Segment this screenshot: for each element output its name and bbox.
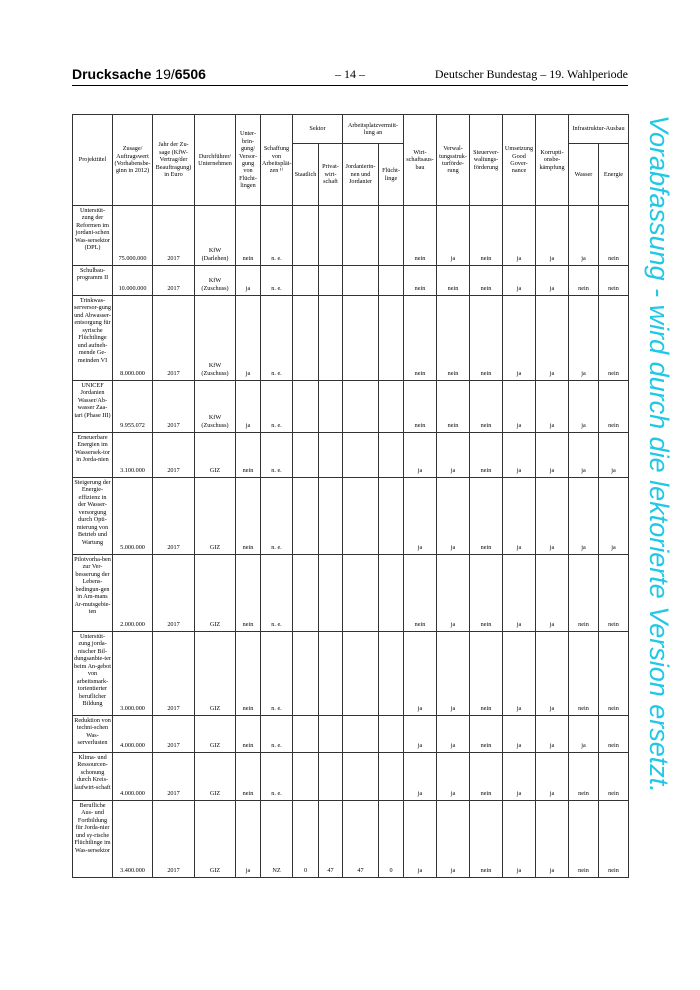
cell-schaff: n. e. (261, 478, 293, 555)
cell-durch: KfW (Zuschuss) (195, 296, 236, 381)
cell-gov: ja (503, 801, 536, 878)
cell-unter: ja (236, 266, 261, 296)
header-sektor: Sektor (293, 115, 343, 144)
table-body (73, 206, 629, 878)
cell-zusage: 3.000.000 (113, 632, 153, 716)
cell-staat (293, 381, 319, 433)
cell-wasser: ja (569, 716, 599, 753)
cell-wasser: nein (569, 555, 599, 632)
cell-staat: 0 (293, 801, 319, 878)
cell-title: Reduktion von techni-schen Was-serverlusten (73, 716, 113, 753)
cell-zusage: 4.000.000 (113, 716, 153, 753)
cell-schaff: n. e. (261, 555, 293, 632)
header-good-governance: Umsetzung Good Gover-nance (503, 115, 536, 206)
cell-wasser: nein (569, 753, 599, 801)
header-schaffung: Schaffung von Arbeitsplät-zen ¹⁾ (261, 115, 293, 206)
cell-jahr: 2017 (153, 801, 195, 878)
cell-korr: ja (536, 801, 569, 878)
cell-unter: nein (236, 555, 261, 632)
document-number-prefix: 19/ (155, 66, 175, 82)
cell-durch: KfW (Zuschuss) (195, 266, 236, 296)
cell-wasser: ja (569, 478, 599, 555)
cell-title: Schulbau-programm II (73, 266, 113, 296)
cell-schaff: n. e. (261, 753, 293, 801)
cell-verw: nein (437, 381, 470, 433)
cell-wirt: ja (404, 753, 437, 801)
header-fluechtlinge: Flücht-linge (379, 144, 404, 206)
cell-staat (293, 206, 319, 266)
cell-verw: ja (437, 632, 470, 716)
cell-gov: ja (503, 632, 536, 716)
cell-unter: nein (236, 716, 261, 753)
cell-staat (293, 716, 319, 753)
table-row (73, 381, 629, 433)
cell-korr: ja (536, 478, 569, 555)
cell-wirt: nein (404, 555, 437, 632)
cell-privat (319, 555, 343, 632)
cell-staat (293, 266, 319, 296)
table-row (73, 206, 629, 266)
cell-wirt: nein (404, 266, 437, 296)
cell-wirt: ja (404, 478, 437, 555)
cell-unter: nein (236, 433, 261, 478)
cell-fluecht (379, 296, 404, 381)
parliament-period: Deutscher Bundestag – 19. Wahlperiode (434, 67, 628, 81)
cell-title: UNICEF Jordanien Wasser/Ab-wasser Zaa-tari (Phase III) (73, 381, 113, 433)
header-jahr: Jahr der Zu-sage (KfW-Vertrag/der Beauftragung) in Euro (153, 115, 195, 206)
cell-wasser: nein (569, 266, 599, 296)
cell-energie: nein (599, 381, 629, 433)
cell-verw: ja (437, 433, 470, 478)
cell-jord (343, 266, 379, 296)
cell-korr: ja (536, 555, 569, 632)
table-row (73, 801, 629, 878)
cell-korr: ja (536, 433, 569, 478)
cell-zusage: 10.000.000 (113, 266, 153, 296)
cell-energie: nein (599, 801, 629, 878)
cell-gov: ja (503, 381, 536, 433)
cell-steuer: nein (470, 206, 503, 266)
cell-zusage: 3.100.000 (113, 433, 153, 478)
cell-wirt: ja (404, 801, 437, 878)
cell-wasser: nein (569, 801, 599, 878)
header-arbeitsplatzvermittlung: Arbeitsplatzvermitt-lung an (343, 115, 404, 144)
header-wirtschaftsausbau: Wirt-schaftsaus-bau (404, 115, 437, 206)
cell-steuer: nein (470, 266, 503, 296)
cell-privat (319, 296, 343, 381)
cell-steuer: nein (470, 478, 503, 555)
header-wasser: Wasser (569, 144, 599, 206)
cell-gov: ja (503, 716, 536, 753)
cell-gov: ja (503, 206, 536, 266)
cell-jord (343, 206, 379, 266)
cell-privat (319, 433, 343, 478)
cell-unter: nein (236, 753, 261, 801)
header-korruptionsbekaempfung: Korrupti-onsbe-kämpfung (536, 115, 569, 206)
document-label: Drucksache (72, 66, 152, 82)
watermark-text: Vorabfassung - wird durch die lektorierte Version ersetzt. (644, 115, 674, 793)
header-steuerverwaltung: Steuerver-waltungs-förderung (470, 115, 503, 206)
cell-energie: nein (599, 753, 629, 801)
cell-privat (319, 478, 343, 555)
cell-privat (319, 753, 343, 801)
cell-zusage: 3.400.000 (113, 801, 153, 878)
cell-energie: nein (599, 206, 629, 266)
cell-jord (343, 555, 379, 632)
table-row (73, 555, 629, 632)
cell-verw: ja (437, 753, 470, 801)
cell-durch: GIZ (195, 753, 236, 801)
cell-korr: ja (536, 266, 569, 296)
cell-korr: ja (536, 716, 569, 753)
cell-schaff: NZ (261, 801, 293, 878)
cell-korr: ja (536, 381, 569, 433)
cell-verw: ja (437, 478, 470, 555)
cell-wirt: ja (404, 716, 437, 753)
cell-jahr: 2017 (153, 296, 195, 381)
cell-jord: 47 (343, 801, 379, 878)
cell-energie: nein (599, 296, 629, 381)
cell-korr: ja (536, 753, 569, 801)
cell-jahr: 2017 (153, 753, 195, 801)
cell-korr: ja (536, 632, 569, 716)
cell-schaff: n. e. (261, 381, 293, 433)
cell-fluecht (379, 381, 404, 433)
cell-jahr: 2017 (153, 716, 195, 753)
header-zusage: Zusage/ Auftragswert (Vorhabensbe-ginn in 2012) (113, 115, 153, 206)
cell-energie: ja (599, 478, 629, 555)
page-header (72, 66, 628, 86)
cell-unter: nein (236, 478, 261, 555)
cell-jahr: 2017 (153, 266, 195, 296)
table-row (73, 296, 629, 381)
cell-zusage: 75.000.000 (113, 206, 153, 266)
cell-schaff: n. e. (261, 296, 293, 381)
cell-steuer: nein (470, 555, 503, 632)
cell-durch: GIZ (195, 555, 236, 632)
cell-staat (293, 555, 319, 632)
cell-staat (293, 632, 319, 716)
cell-jahr: 2017 (153, 206, 195, 266)
cell-wasser: nein (569, 632, 599, 716)
cell-zusage: 2.000.000 (113, 555, 153, 632)
cell-title: Klima- und Ressourcen-schonung durch Kreis-laufwirt-schaft (73, 753, 113, 801)
cell-verw: ja (437, 555, 470, 632)
cell-jord (343, 716, 379, 753)
cell-energie: nein (599, 632, 629, 716)
cell-jord (343, 753, 379, 801)
cell-fluecht (379, 433, 404, 478)
cell-energie: nein (599, 716, 629, 753)
draft-watermark (640, 115, 680, 905)
cell-jord (343, 296, 379, 381)
cell-gov: ja (503, 433, 536, 478)
cell-staat (293, 478, 319, 555)
cell-wasser: ja (569, 381, 599, 433)
cell-fluecht (379, 555, 404, 632)
cell-unter: nein (236, 206, 261, 266)
cell-energie: nein (599, 266, 629, 296)
cell-gov: ja (503, 478, 536, 555)
cell-fluecht (379, 753, 404, 801)
cell-energie: ja (599, 433, 629, 478)
cell-jahr: 2017 (153, 478, 195, 555)
cell-unter: ja (236, 801, 261, 878)
cell-zusage: 8.000.000 (113, 296, 153, 381)
cell-steuer: nein (470, 801, 503, 878)
cell-verw: ja (437, 716, 470, 753)
cell-wirt: nein (404, 206, 437, 266)
cell-title: Pilotvorha-ben zur Ver-besserung der Lebens-bedingun-gen in Am-mans Ar-mutsgebie-ten (73, 555, 113, 632)
cell-jahr: 2017 (153, 381, 195, 433)
cell-wirt: ja (404, 632, 437, 716)
cell-gov: ja (503, 555, 536, 632)
cell-title: Unterstüt-zung jorda-nischer Bil-dungsanbie-ter beim An-gebot von arbeitsmark-torientierter beruflicher Bildung (73, 632, 113, 716)
cell-fluecht (379, 478, 404, 555)
cell-schaff: n. e. (261, 433, 293, 478)
cell-schaff: n. e. (261, 266, 293, 296)
cell-schaff: n. e. (261, 716, 293, 753)
cell-fluecht (379, 716, 404, 753)
header-jordanier: Jordanierin-nen und Jordanier (343, 144, 379, 206)
cell-fluecht (379, 632, 404, 716)
cell-gov: ja (503, 753, 536, 801)
header-privatwirtschaft: Privat-wirt-schaft (319, 144, 343, 206)
cell-durch: GIZ (195, 716, 236, 753)
cell-jahr: 2017 (153, 632, 195, 716)
cell-title: Unterstüt-zung der Reformen im jordani-schen Was-sersektor (DPL) (73, 206, 113, 266)
cell-staat (293, 296, 319, 381)
cell-zusage: 9.955.072 (113, 381, 153, 433)
cell-durch: GIZ (195, 801, 236, 878)
cell-wasser: ja (569, 206, 599, 266)
header-staatlich: Staatlich (293, 144, 319, 206)
cell-korr: ja (536, 296, 569, 381)
cell-verw: nein (437, 296, 470, 381)
cell-jord (343, 478, 379, 555)
cell-schaff: n. e. (261, 632, 293, 716)
cell-fluecht: 0 (379, 801, 404, 878)
header-energie: Energie (599, 144, 629, 206)
header-rule (72, 85, 628, 86)
cell-privat (319, 716, 343, 753)
page-number: – 14 – (335, 67, 365, 81)
cell-verw: nein (437, 266, 470, 296)
cell-title: Trinkwas-serversor-gung und Abwasser-entsorgung für syrische Flüchtlinge und aufneh-mende Ge-meinden VI (73, 296, 113, 381)
cell-steuer: nein (470, 381, 503, 433)
cell-fluecht (379, 266, 404, 296)
table-row (73, 266, 629, 296)
cell-energie: nein (599, 555, 629, 632)
header-unterbringung: Unter-brin-gung/ Versor-gung von Flücht-lingen (236, 115, 261, 206)
header-infrastruktur: Infrastruktur-Ausbau (569, 115, 629, 144)
cell-verw: ja (437, 801, 470, 878)
table-row (73, 753, 629, 801)
cell-privat (319, 266, 343, 296)
cell-durch: KfW (Darlehen) (195, 206, 236, 266)
cell-verw: ja (437, 206, 470, 266)
cell-unter: nein (236, 632, 261, 716)
cell-wirt: nein (404, 296, 437, 381)
cell-staat (293, 433, 319, 478)
table-row (73, 632, 629, 716)
cell-wirt: nein (404, 381, 437, 433)
cell-privat (319, 206, 343, 266)
cell-durch: GIZ (195, 433, 236, 478)
cell-title: Berufliche Aus- und Fortbildung für Jorda-nier und sy-rische Flüchtlinge im Was-sersektor (73, 801, 113, 878)
cell-jahr: 2017 (153, 433, 195, 478)
cell-gov: ja (503, 296, 536, 381)
cell-title: Steigerung der Energie-effizienz in der Wasser-versorgung durch Opti-mierung von Betrieb und Wartung (73, 478, 113, 555)
cell-unter: ja (236, 381, 261, 433)
cell-privat: 47 (319, 801, 343, 878)
cell-durch: KfW (Zuschuss) (195, 381, 236, 433)
cell-schaff: n. e. (261, 206, 293, 266)
cell-gov: ja (503, 266, 536, 296)
cell-durch: GIZ (195, 632, 236, 716)
cell-korr: ja (536, 206, 569, 266)
cell-wirt: ja (404, 433, 437, 478)
cell-steuer: nein (470, 632, 503, 716)
header-durchfuehrer: Durchführer/ Unternehmen (195, 115, 236, 206)
cell-steuer: nein (470, 433, 503, 478)
cell-staat (293, 753, 319, 801)
cell-fluecht (379, 206, 404, 266)
table-row (73, 433, 629, 478)
cell-jord (343, 381, 379, 433)
cell-steuer: nein (470, 716, 503, 753)
cell-wasser: ja (569, 296, 599, 381)
table-row (73, 716, 629, 753)
cell-jord (343, 632, 379, 716)
cell-title: Erneuerbare Energien im Wassersek-tor in Jorda-nien (73, 433, 113, 478)
cell-jord (343, 433, 379, 478)
cell-durch: GIZ (195, 478, 236, 555)
header-projekttitel: Projekttitel (73, 115, 113, 206)
cell-steuer: nein (470, 296, 503, 381)
cell-privat (319, 632, 343, 716)
cell-zusage: 4.000.000 (113, 753, 153, 801)
table-row (73, 478, 629, 555)
project-table (72, 114, 629, 878)
header-verwaltungsstruktur: Verwal-tungsstruk-turförde-rung (437, 115, 470, 206)
cell-steuer: nein (470, 753, 503, 801)
cell-jahr: 2017 (153, 555, 195, 632)
cell-wasser: ja (569, 433, 599, 478)
cell-zusage: 5.000.000 (113, 478, 153, 555)
cell-privat (319, 381, 343, 433)
cell-unter: ja (236, 296, 261, 381)
document-number-suffix: 6506 (174, 66, 206, 82)
